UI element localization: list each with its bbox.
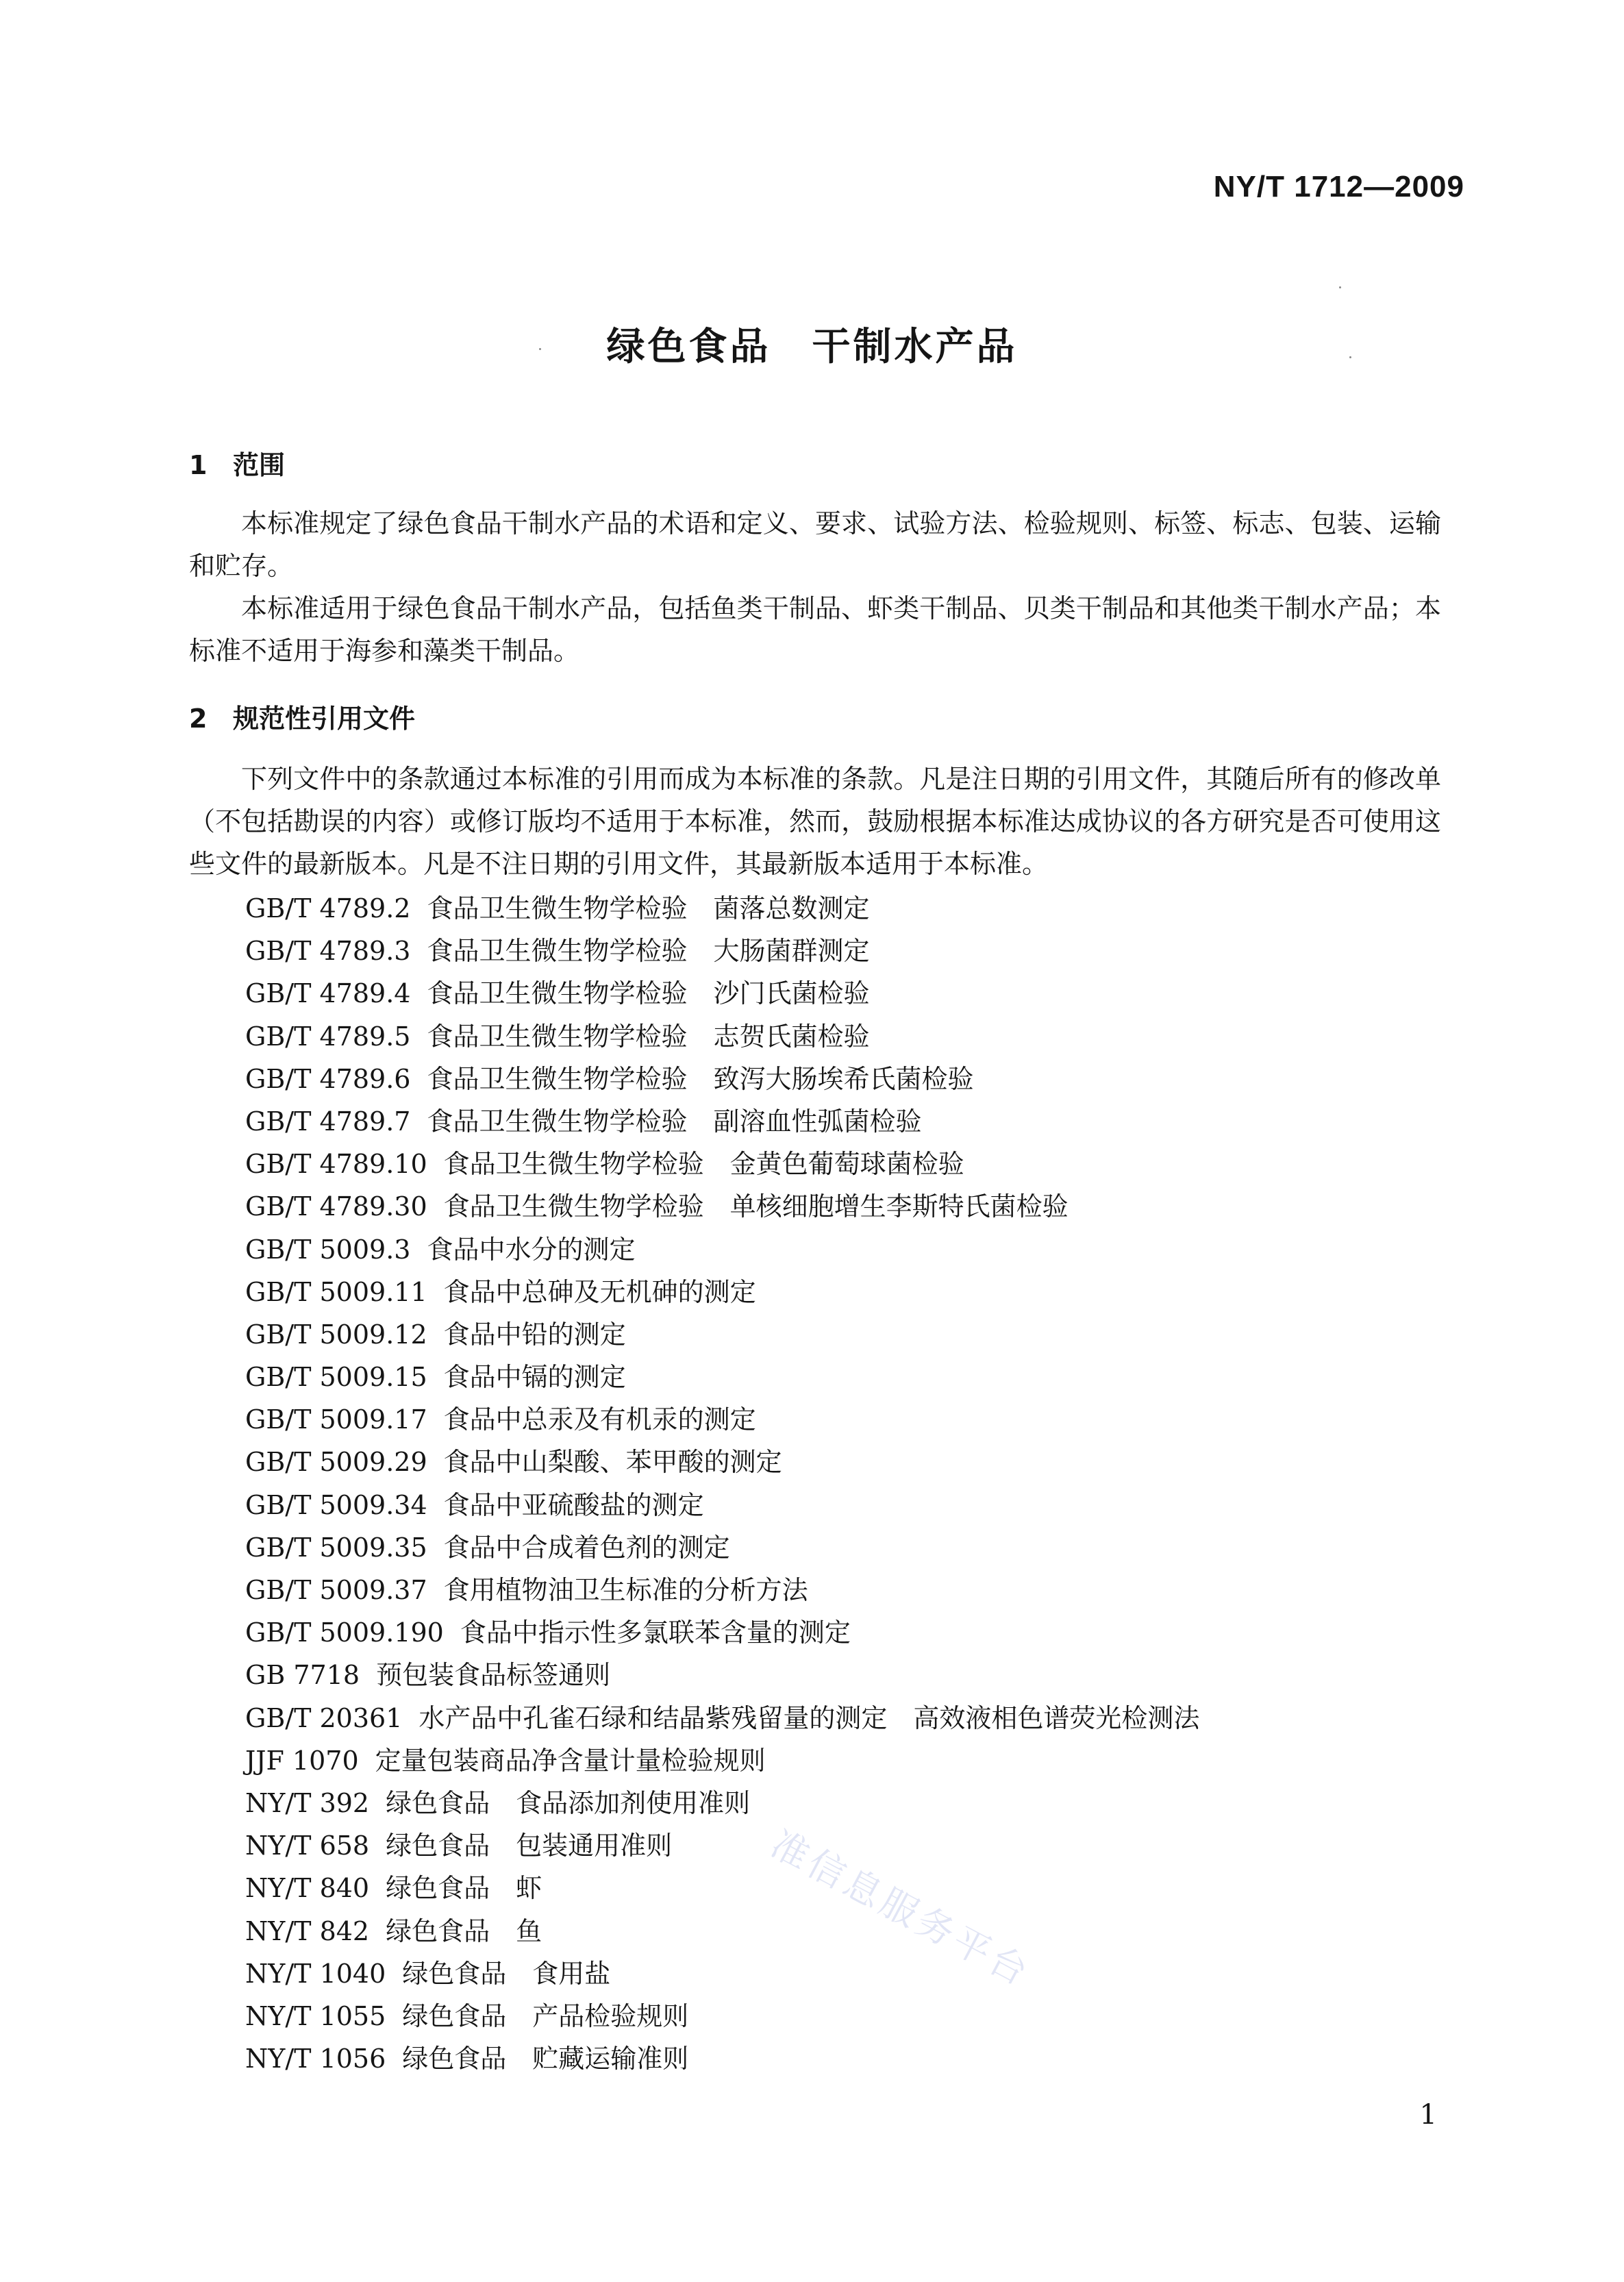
reference-code: GB/T 5009.190 — [245, 1617, 444, 1648]
reference-title: 绿色食品 产品检验规则 — [402, 2000, 689, 2031]
reference-code: GB/T 4789.2 — [245, 893, 411, 923]
reference-title: 食品中合成着色剂的测定 — [443, 1532, 730, 1563]
reference-item — [245, 1995, 1199, 2037]
reference-item — [245, 1398, 1199, 1441]
reference-code: GB/T 5009.37 — [245, 1575, 427, 1605]
reference-title: 食品中亚硫酸盐的测定 — [443, 1489, 704, 1520]
reference-code: GB/T 5009.12 — [245, 1319, 427, 1350]
reference-item — [245, 1143, 1199, 1185]
section-2-paragraph-1: 下列文件中的条款通过本标准的引用而成为本标准的条款。凡是注日期的引用文件，其随后所有的修改单（不包括勘误的内容）或修订版均不适用于本标准，然而，鼓励根据本标准达成协议的各方研究是否可使用这些文件的最新版本。凡是不注日期的引用文件，其最新版本适用于本标准。 — [189, 764, 1441, 879]
reference-item — [245, 887, 1199, 930]
reference-code: GB/T 4789.7 — [245, 1106, 411, 1137]
reference-title: 食品中山梨酸、苯甲酸的测定 — [443, 1447, 782, 1478]
reference-item — [245, 1697, 1199, 1739]
reference-title: 食品中总砷及无机砷的测定 — [443, 1276, 756, 1307]
reference-list — [245, 887, 1199, 2080]
reference-code: GB 7718 — [245, 1660, 360, 1691]
reference-item — [245, 1313, 1199, 1356]
reference-item — [245, 972, 1199, 1015]
reference-title: 食品卫生微生物学检验 大肠菌群测定 — [427, 936, 870, 967]
reference-title: 食品中水分的测定 — [427, 1234, 636, 1265]
reference-title: 食品卫生微生物学检验 致泻大肠埃希氏菌检验 — [427, 1063, 974, 1094]
reference-title: 绿色食品 鱼 — [386, 1915, 542, 1946]
section-title: 规范性引用文件 — [233, 704, 416, 734]
reference-title: 绿色食品 食品添加剂使用准则 — [386, 1787, 751, 1818]
reference-code: NY/T 842 — [245, 1915, 370, 1946]
reference-code: GB/T 4789.10 — [245, 1149, 427, 1180]
reference-code: GB/T 5009.3 — [245, 1234, 411, 1265]
section-number: 2 — [189, 704, 208, 734]
reference-title: 食品卫生微生物学检验 副溶血性弧菌检验 — [427, 1106, 922, 1137]
reference-code: GB/T 5009.35 — [245, 1532, 427, 1563]
document-title: 绿色食品 干制水产品 — [606, 325, 1018, 369]
reference-item — [245, 1228, 1199, 1271]
reference-code: GB/T 4789.5 — [245, 1021, 411, 1052]
section-1-heading — [189, 444, 285, 482]
reference-code: NY/T 1055 — [245, 2000, 386, 2031]
reference-code: GB/T 4789.6 — [245, 1063, 411, 1094]
reference-item — [245, 1952, 1199, 1995]
reference-title: 绿色食品 虾 — [386, 1873, 542, 1904]
reference-title: 食品卫生微生物学检验 志贺氏菌检验 — [427, 1021, 870, 1052]
reference-title: 食品中铅的测定 — [443, 1319, 626, 1350]
reference-code: NY/T 1056 — [245, 2044, 386, 2074]
reference-item — [245, 2037, 1199, 2080]
reference-title: 食品卫生微生物学检验 沙门氏菌检验 — [427, 978, 870, 1009]
reference-item — [245, 1611, 1199, 1654]
section-title: 范围 — [233, 450, 286, 480]
reference-code: GB/T 4789.4 — [245, 978, 411, 1009]
reference-code: GB/T 20361 — [245, 1702, 403, 1733]
reference-item — [245, 1100, 1199, 1143]
reference-item — [245, 1484, 1199, 1526]
reference-title: 食品卫生微生物学检验 金黄色葡萄球菌检验 — [443, 1149, 964, 1180]
reference-title: 绿色食品 食用盐 — [402, 1958, 611, 1989]
reference-title: 定量包装商品净含量计量检验规则 — [375, 1745, 766, 1776]
reference-item — [245, 930, 1199, 972]
section-1-paragraph-1: 本标准规定了绿色食品干制水产品的术语和定义、要求、试验方法、检验规则、标签、标志、包装、运输和贮存。 — [189, 508, 1441, 581]
reference-code: GB/T 5009.34 — [245, 1489, 427, 1520]
page-number: 1 — [1419, 2099, 1437, 2131]
reference-code: JJF 1070 — [245, 1745, 359, 1776]
reference-title: 食品中总汞及有机汞的测定 — [443, 1404, 756, 1435]
reference-code: NY/T 658 — [245, 1831, 370, 1861]
reference-title: 食品卫生微生物学检验 单核细胞增生李斯特氏菌检验 — [443, 1191, 1069, 1222]
reference-title: 绿色食品 贮藏运输准则 — [402, 2044, 689, 2074]
reference-code: GB/T 5009.17 — [245, 1404, 427, 1435]
reference-title: 绿色食品 包装通用准则 — [386, 1831, 673, 1861]
scan-speck — [1339, 286, 1341, 288]
reference-code: NY/T 392 — [245, 1787, 370, 1818]
reference-item — [245, 1910, 1199, 1952]
reference-code: GB/T 5009.29 — [245, 1447, 427, 1478]
reference-code: GB/T 4789.3 — [245, 936, 411, 967]
reference-title: 食品中指示性多氯联苯含量的测定 — [460, 1617, 851, 1648]
reference-title: 食用植物油卫生标准的分析方法 — [443, 1575, 808, 1605]
reference-item — [245, 1015, 1199, 1058]
scan-speck — [539, 348, 541, 350]
section-1-paragraph-2: 本标准适用于绿色食品干制水产品，包括鱼类干制品、虾类干制品、贝类干制品和其他类干制水产品；本标准不适用于海参和藻类干制品。 — [189, 593, 1441, 666]
reference-title: 食品中镉的测定 — [443, 1362, 626, 1393]
reference-code: NY/T 1040 — [245, 1958, 386, 1989]
reference-item — [245, 1654, 1199, 1696]
watermark-text: 准信息服务平台 — [764, 1822, 1038, 1996]
reference-item — [245, 1867, 1199, 1909]
reference-code: NY/T 840 — [245, 1873, 370, 1904]
reference-item — [245, 1739, 1199, 1782]
reference-item — [245, 1824, 1199, 1867]
reference-code: GB/T 5009.15 — [245, 1362, 427, 1393]
section-number: 1 — [189, 450, 208, 480]
reference-item — [245, 1441, 1199, 1483]
reference-title: 预包装食品标签通则 — [376, 1660, 611, 1691]
reference-item — [245, 1271, 1199, 1313]
reference-title: 食品卫生微生物学检验 菌落总数测定 — [427, 893, 870, 923]
reference-item — [245, 1356, 1199, 1398]
reference-item — [245, 1569, 1199, 1611]
reference-item — [245, 1185, 1199, 1228]
section-2-heading — [189, 697, 415, 735]
reference-code: GB/T 5009.11 — [245, 1276, 427, 1307]
reference-code: GB/T 4789.30 — [245, 1191, 427, 1222]
reference-title: 水产品中孔雀石绿和结晶紫残留量的测定 高效液相色谱荧光检测法 — [419, 1702, 1200, 1733]
scan-speck — [1349, 356, 1351, 358]
reference-item — [245, 1526, 1199, 1569]
standard-code: NY/T 1712—2009 — [1213, 170, 1464, 203]
reference-item — [245, 1782, 1199, 1824]
reference-item — [245, 1058, 1199, 1100]
